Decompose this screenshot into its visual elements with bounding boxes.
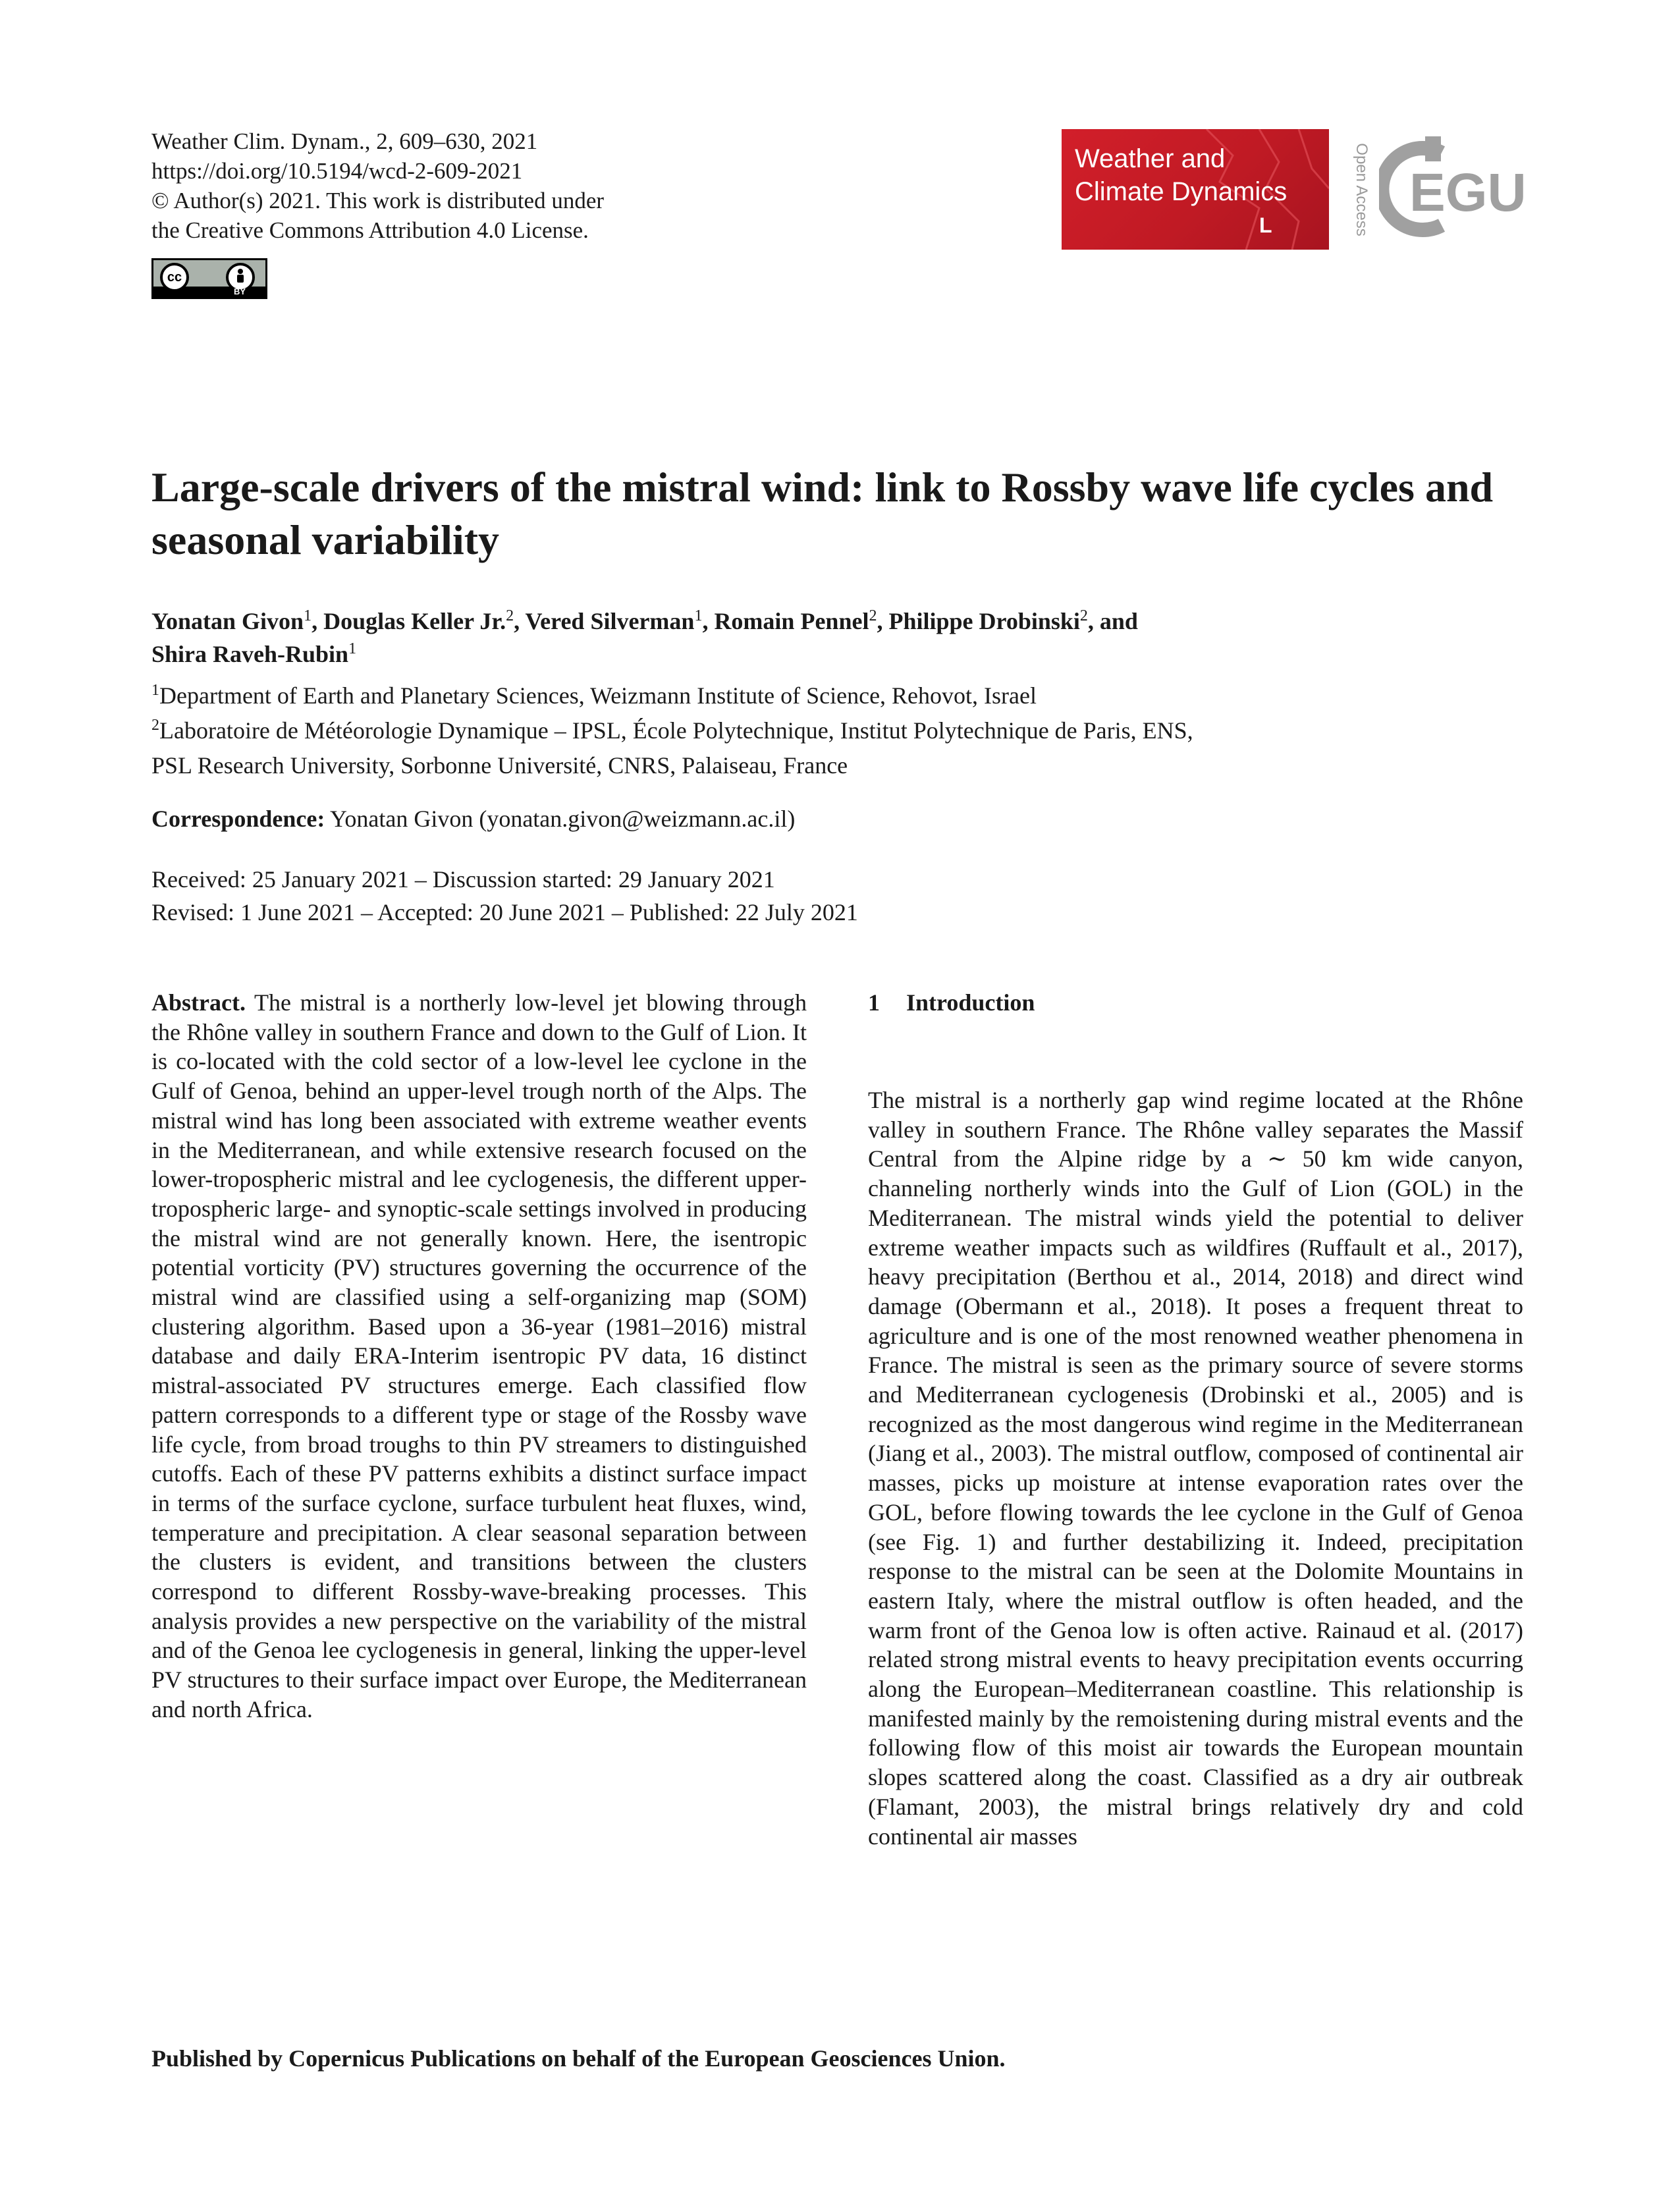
- author-affiliation-number: 2: [506, 607, 514, 624]
- received-line: Received: 25 January 2021 – Discussion started: 29 January 2021: [151, 866, 775, 893]
- affiliations: [151, 678, 1534, 783]
- author-list: Yonatan Givon$^1$, Douglas Keller Jr.$^2$, Vered Silverman$^1$, Romain Pennel$^2$, Philippe Drobinski$^2$, and Shira Raveh-Rubin$^1$: [151, 607, 1138, 667]
- author-name[interactable]: Shira Raveh-Rubin: [151, 641, 349, 667]
- author-name[interactable]: Yonatan Givon: [151, 608, 304, 634]
- section-title: Introduction: [906, 989, 1035, 1016]
- introduction-text: The mistral is a northerly gap wind regime located at the Rhône valley in southern France. The Rhône valley separates the Massif Central from the Alpine ridge by a ∼ 50 km wide canyon, channeling northerly winds into the Gulf of Lion (GOL) in the Mediterranean. The mistral winds yield the potential to deliver extreme weather impacts such as wildfires (Ruffault et al., 2017), heavy precipitation (Berthou et al., 2014, 2018) and direct wind damage (Obermann et al., 2018). It poses a frequent threat to agriculture and is one of the most renowned weather phenomena in France. The mistral is seen as the primary source of severe storms and Mediterranean cyclogenesis (Drobinski et al., 2005) and is recognized as the most dangerous wind regime in the Mediterranean (Jiang et al., 2003). The mistral outflow, composed of continental air masses, picks up moisture at intense evaporation rates over the GOL, before flowing towards the lee cyclone in the Gulf of Genoa (see Fig. 1) and further destabilizing it. Indeed, precipitation response to the mistral can be seen at the Dolomite Mountains in eastern Italy, where the mistral outflow is often headed, and the warm front of the Genoa low is often active. Rainaud et al. (2017) related strong mistral events to heavy precipitation events occurring along the European–Mediterranean coastline. This relationship is manifested mainly by the remoistening during mistral events and the following flow of this moist air towards the European mountain slopes scattered along the coast. Classified as a dry air outbreak (Flamant, 2003), the mistral brings relatively dry and cold continental air masses: [868, 1087, 1523, 1850]
- revised-line: Revised: 1 June 2021 – Accepted: 20 June 2021 – Published: 22 July 2021: [151, 899, 858, 925]
- citation-block: [151, 126, 604, 245]
- abstract-column: [151, 988, 807, 1724]
- correspondence-contact[interactable]: Yonatan Givon (yonatan.givon@weizmann.ac.il): [329, 806, 796, 832]
- journal-logo-mark: L: [1259, 213, 1272, 237]
- author-affiliation-number: 2: [1079, 607, 1088, 624]
- journal-logo-text: Weather and Climate Dynamics: [1075, 144, 1287, 206]
- cc-by-label: BY: [233, 287, 246, 296]
- correspondence: [151, 802, 1534, 835]
- abstract: [151, 988, 807, 1724]
- author-affiliation-number: 1: [348, 640, 357, 657]
- section-number: 1: [868, 989, 880, 1016]
- author-name[interactable]: Romain Pennel: [714, 608, 869, 634]
- author-affiliation-number: 1: [694, 607, 703, 624]
- author-affiliation-number: 2: [869, 607, 877, 624]
- publication-dates: [151, 863, 1534, 929]
- paper-title: Large-scale drivers of the mistral wind: link to Rossby wave life cycles and seasonal variability: [151, 464, 1494, 563]
- affiliation-1: $^1$Department of Earth and Planetary Sciences, Weizmann Institute of Science, Rehovot, Israel: [151, 682, 1037, 709]
- cc-by-license-icon[interactable]: [151, 258, 267, 299]
- correspondence-label: Correspondence:: [151, 806, 325, 832]
- egu-logo[interactable]: [1379, 133, 1524, 245]
- introduction-column: [868, 988, 1523, 1851]
- cc-icon: cc: [160, 263, 189, 292]
- author-name[interactable]: Philippe Drobinski: [888, 608, 1080, 634]
- author-name[interactable]: Vered Silverman: [525, 608, 695, 634]
- open-access-label: Open Access: [1353, 142, 1370, 236]
- svg-text:EGU: EGU: [1409, 163, 1524, 223]
- doi-link[interactable]: https://doi.org/10.5194/wcd-2-609-2021: [151, 158, 523, 184]
- license-line: the Creative Commons Attribution 4.0 License.: [151, 217, 589, 243]
- abstract-label: Abstract.: [151, 989, 246, 1016]
- abstract-text: The mistral is a northerly low-level jet blowing through the Rhône valley in southern France and down to the Gulf of Lion. It is co-located with the cold sector of a low-level lee cyclone in the Gulf of Genoa, behind an upper-level trough north of the Alps. The mistral wind has long been associated with extreme weather events in the Mediterranean, and while extensive research focused on the lower-tropospheric mistral and lee cyclogenesis, the different upper-tropospheric large- and synoptic-scale settings involved in producing the mistral wind are not generally known. Here, the isentropic potential vorticity (PV) structures governing the occurrence of the mistral wind are classified using a self-organizing map (SOM) clustering algorithm. Based upon a 36-year (1981–2016) mistral database and daily ERA-Interim isentropic PV data, 16 distinct mistral-associated PV structures emerge. Each classified flow pattern corresponds to a different type or stage of the Rossby wave life cycle, from broad troughs to thin PV streamers to distinguished cutoffs. Each of these PV patterns exhibits a distinct surface impact in terms of the surface cyclone, surface turbulent heat fluxes, wind, temperature and precipitation. A clear seasonal separation between the clusters is evident, and transitions between the clusters correspond to different Rossby-wave-breaking processes. This analysis provides a new perspective on the variability of the mistral and of the Genoa lee cyclogenesis in general, linking the upper-level PV structures to their surface impact over Europe, the Mediterranean and north Africa.: [151, 989, 807, 1722]
- author-affiliation-number: 1: [304, 607, 312, 624]
- publisher-footer: Published by Copernicus Publications on behalf of the European Geosciences Union.: [151, 2045, 1006, 2072]
- journal-logo[interactable]: [1062, 129, 1329, 250]
- affiliation-2-continued: PSL Research University, Sorbonne Université, CNRS, Palaiseau, France: [151, 752, 848, 779]
- journal-citation: Weather Clim. Dynam., 2, 609–630, 2021: [151, 128, 538, 154]
- author-name[interactable]: Douglas Keller Jr.: [323, 608, 506, 634]
- section-heading: [868, 988, 1523, 1017]
- affiliation-2: $^2$Laboratoire de Météorologie Dynamique – IPSL, École Polytechnique, Institut Polytechnique de Paris, ENS,: [151, 717, 1193, 744]
- copyright-line: © Author(s) 2021. This work is distributed under: [151, 188, 605, 213]
